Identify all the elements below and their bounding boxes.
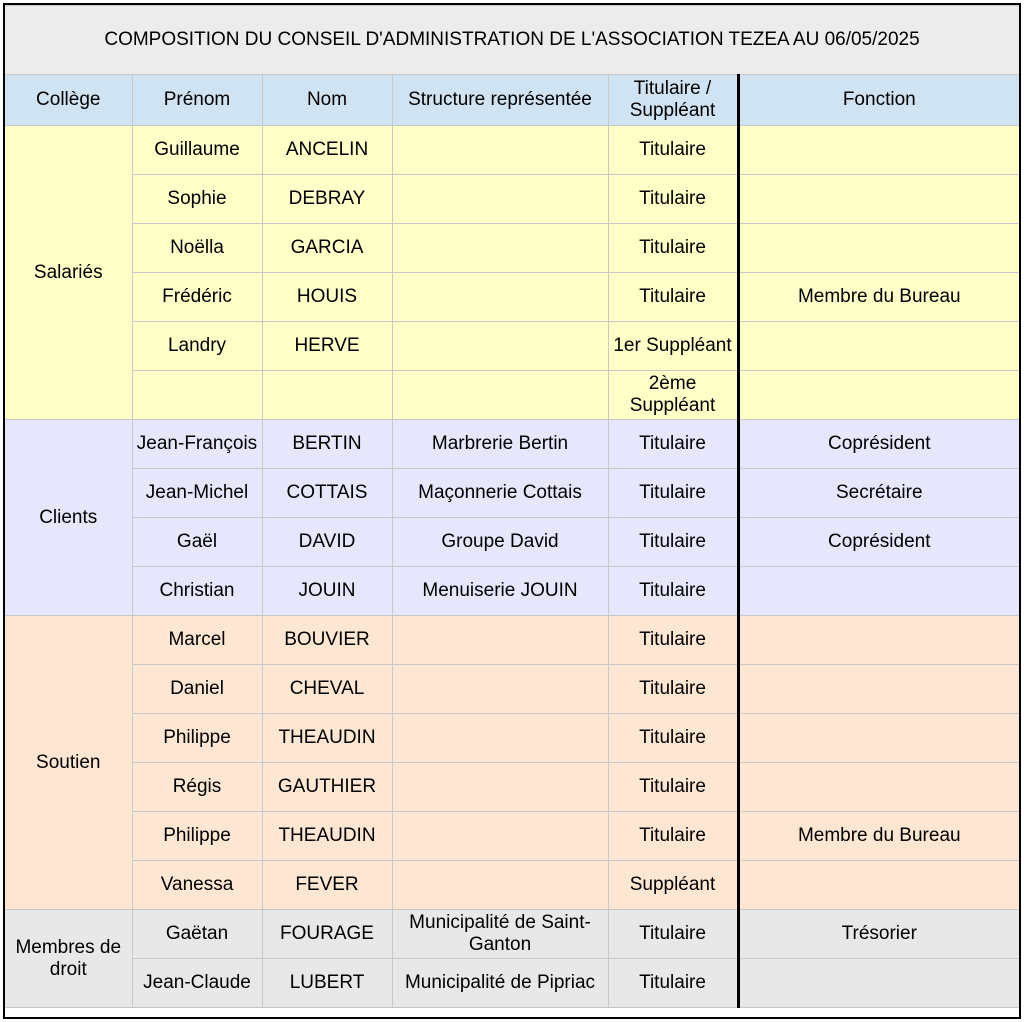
table-row [5, 616, 1019, 665]
nom-cell: DEBRAY [262, 175, 392, 224]
table-row [5, 763, 1019, 812]
table-row [5, 273, 1019, 322]
nom-cell: JOUIN [262, 567, 392, 616]
fonction-cell [738, 126, 1019, 175]
fonction-cell [738, 224, 1019, 273]
structure-cell: Marbrerie Bertin [392, 420, 608, 469]
header-structure: Structure représentée [392, 75, 608, 126]
prenom-cell: Frédéric [132, 273, 262, 322]
nom-cell: CHEVAL [262, 665, 392, 714]
structure-cell [392, 126, 608, 175]
titulaire-cell: Titulaire [608, 518, 738, 567]
table-row [5, 959, 1019, 1008]
titulaire-cell: Titulaire [608, 273, 738, 322]
titulaire-cell: Titulaire [608, 959, 738, 1008]
prenom-cell: Gaël [132, 518, 262, 567]
structure-cell [392, 812, 608, 861]
structure-cell [392, 714, 608, 763]
nom-cell: COTTAIS [262, 469, 392, 518]
structure-cell [392, 371, 608, 420]
structure-cell [392, 322, 608, 371]
structure-cell [392, 616, 608, 665]
fonction-cell [738, 616, 1019, 665]
college-cell: Membres de droit [5, 910, 132, 1008]
nom-cell: DAVID [262, 518, 392, 567]
title-row [5, 6, 1019, 75]
college-cell: Clients [5, 420, 132, 616]
table-row [5, 126, 1019, 175]
nom-cell: BERTIN [262, 420, 392, 469]
nom-cell: FEVER [262, 861, 392, 910]
table-row [5, 224, 1019, 273]
table-row [5, 812, 1019, 861]
table-row [5, 420, 1019, 469]
structure-cell [392, 665, 608, 714]
titulaire-cell: Titulaire [608, 224, 738, 273]
table-row [5, 371, 1019, 420]
titulaire-cell: Titulaire [608, 175, 738, 224]
fonction-cell: Membre du Bureau [738, 273, 1019, 322]
nom-cell: LUBERT [262, 959, 392, 1008]
nom-cell: FOURAGE [262, 910, 392, 959]
college-cell: Soutien [5, 616, 132, 910]
prenom-cell: Vanessa [132, 861, 262, 910]
prenom-cell: Daniel [132, 665, 262, 714]
header-fonction: Fonction [738, 75, 1019, 126]
prenom-cell: Régis [132, 763, 262, 812]
structure-cell: Municipalité de Pipriac [392, 959, 608, 1008]
header-row [5, 75, 1019, 126]
board-composition-table [5, 5, 1019, 1008]
nom-cell: HERVE [262, 322, 392, 371]
fonction-cell [738, 714, 1019, 763]
prenom-cell: Gaëtan [132, 910, 262, 959]
nom-cell [262, 371, 392, 420]
table-row [5, 518, 1019, 567]
fonction-cell: Coprésident [738, 420, 1019, 469]
titulaire-cell: Titulaire [608, 567, 738, 616]
fonction-cell [738, 763, 1019, 812]
nom-cell: BOUVIER [262, 616, 392, 665]
header-college: Collège [5, 75, 132, 126]
titulaire-cell: Titulaire [608, 126, 738, 175]
nom-cell: GAUTHIER [262, 763, 392, 812]
fonction-cell [738, 322, 1019, 371]
prenom-cell: Sophie [132, 175, 262, 224]
titulaire-cell: 1er Suppléant [608, 322, 738, 371]
structure-cell [392, 273, 608, 322]
fonction-cell: Coprésident [738, 518, 1019, 567]
structure-cell: Groupe David [392, 518, 608, 567]
prenom-cell [132, 371, 262, 420]
table-row [5, 469, 1019, 518]
nom-cell: ANCELIN [262, 126, 392, 175]
nom-cell: HOUIS [262, 273, 392, 322]
table-row [5, 567, 1019, 616]
titulaire-cell: 2ème Suppléant [608, 371, 738, 420]
nom-cell: GARCIA [262, 224, 392, 273]
titulaire-cell: Titulaire [608, 910, 738, 959]
nom-cell: THEAUDIN [262, 714, 392, 763]
prenom-cell: Jean-Michel [132, 469, 262, 518]
fonction-cell: Membre du Bureau [738, 812, 1019, 861]
fonction-cell [738, 959, 1019, 1008]
college-cell: Salariés [5, 126, 132, 420]
structure-cell: Maçonnerie Cottais [392, 469, 608, 518]
fonction-cell [738, 175, 1019, 224]
prenom-cell: Philippe [132, 812, 262, 861]
structure-cell [392, 763, 608, 812]
header-titulaire: Titulaire / Suppléant [608, 75, 738, 126]
prenom-cell: Marcel [132, 616, 262, 665]
structure-cell: Menuiserie JOUIN [392, 567, 608, 616]
prenom-cell: Guillaume [132, 126, 262, 175]
titulaire-cell: Titulaire [608, 812, 738, 861]
table-title: COMPOSITION DU CONSEIL D'ADMINISTRATION DE L'ASSOCIATION TEZEA AU 06/05/2025 [5, 6, 1019, 75]
prenom-cell: Christian [132, 567, 262, 616]
titulaire-cell: Titulaire [608, 469, 738, 518]
header-prenom: Prénom [132, 75, 262, 126]
prenom-cell: Landry [132, 322, 262, 371]
fonction-cell: Secrétaire [738, 469, 1019, 518]
structure-cell [392, 224, 608, 273]
structure-cell [392, 861, 608, 910]
fonction-cell [738, 567, 1019, 616]
table-row [5, 665, 1019, 714]
nom-cell: THEAUDIN [262, 812, 392, 861]
titulaire-cell: Titulaire [608, 665, 738, 714]
titulaire-cell: Titulaire [608, 616, 738, 665]
table-row [5, 910, 1019, 959]
prenom-cell: Jean-François [132, 420, 262, 469]
titulaire-cell: Titulaire [608, 714, 738, 763]
fonction-cell [738, 861, 1019, 910]
fonction-cell [738, 371, 1019, 420]
table-row [5, 861, 1019, 910]
spreadsheet-sheet [3, 3, 1021, 1019]
fonction-cell [738, 665, 1019, 714]
prenom-cell: Noëlla [132, 224, 262, 273]
structure-cell: Municipalité de Saint-Ganton [392, 910, 608, 959]
table-body [5, 126, 1019, 1008]
table-row [5, 175, 1019, 224]
header-nom: Nom [262, 75, 392, 126]
structure-cell [392, 175, 608, 224]
titulaire-cell: Titulaire [608, 420, 738, 469]
table-row [5, 714, 1019, 763]
fonction-cell: Trésorier [738, 910, 1019, 959]
table-row [5, 322, 1019, 371]
titulaire-cell: Suppléant [608, 861, 738, 910]
prenom-cell: Philippe [132, 714, 262, 763]
prenom-cell: Jean-Claude [132, 959, 262, 1008]
titulaire-cell: Titulaire [608, 763, 738, 812]
